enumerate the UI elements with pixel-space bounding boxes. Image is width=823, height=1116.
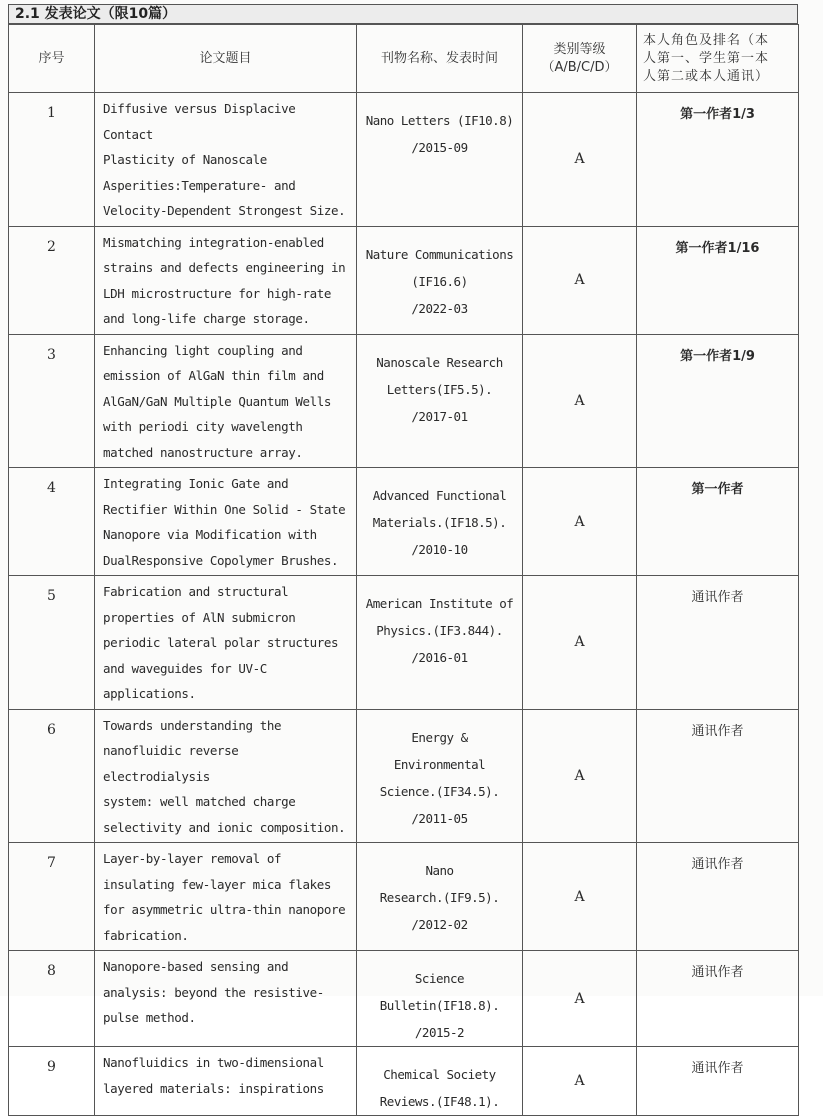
section-title: 2.1 发表论文（限10篇） bbox=[8, 4, 798, 24]
paper-title bbox=[95, 93, 357, 227]
header-role-line: 人第二或本人通讯） bbox=[643, 68, 770, 84]
paper-title-line: and waveguides for UV-C bbox=[103, 660, 267, 676]
journal-info bbox=[357, 334, 523, 468]
journal-line: Reviews.(IF48.1). bbox=[379, 1094, 500, 1109]
journal-line: American Institute of bbox=[365, 596, 514, 611]
table-row bbox=[9, 1047, 799, 1116]
header-journal: 刊物名称、发表时间 bbox=[357, 25, 523, 93]
grade-value: A bbox=[523, 576, 637, 710]
paper-title-line: properties of AlN submicron bbox=[103, 609, 296, 625]
journal-line: /2011-05 bbox=[411, 810, 468, 826]
author-role: 通讯作者 bbox=[637, 576, 799, 710]
journal-info bbox=[357, 1047, 523, 1116]
grade-value: A bbox=[523, 334, 637, 468]
paper-title-line: with periodi city wavelength bbox=[103, 419, 303, 434]
journal-info bbox=[357, 468, 523, 576]
journal-info bbox=[357, 951, 523, 1047]
author-role: 第一作者 bbox=[637, 468, 799, 576]
journal-line: Nano Letters (IF10.8) bbox=[365, 113, 514, 128]
journal-line: Nano bbox=[425, 863, 454, 878]
paper-title-line: pulse method. bbox=[103, 1010, 196, 1025]
author-role: 第一作者1/3 bbox=[637, 93, 799, 227]
author-role: 通讯作者 bbox=[637, 709, 799, 843]
grade-value: A bbox=[523, 709, 637, 843]
paper-title bbox=[95, 226, 357, 334]
paper-title-line: Diffusive versus Displacive Contact bbox=[103, 101, 296, 142]
author-role: 第一作者1/16 bbox=[637, 226, 799, 334]
journal-info bbox=[357, 93, 523, 227]
row-number: 8 bbox=[9, 951, 95, 1047]
table-row bbox=[9, 334, 799, 468]
journal-line: /2017-01 bbox=[411, 408, 468, 424]
paper-title bbox=[95, 951, 357, 1047]
paper-title-line: nanofluidic reverse electrodialysis bbox=[103, 743, 239, 784]
journal-line: /2010-10 bbox=[411, 542, 468, 557]
journal-line: /2015-09 bbox=[411, 140, 468, 155]
row-number: 3 bbox=[9, 334, 95, 468]
header-title: 论文题目 bbox=[95, 25, 357, 93]
journal-line: Nanoscale Research bbox=[376, 354, 503, 370]
journal-line: Science.(IF34.5). bbox=[379, 783, 500, 799]
grade-value: A bbox=[523, 93, 637, 227]
journal-info bbox=[357, 576, 523, 710]
journal-info bbox=[357, 843, 523, 951]
header-role-line: 本人角色及排名（本 bbox=[643, 32, 770, 48]
author-role: 通讯作者 bbox=[637, 951, 799, 1047]
journal-line: Materials.(IF18.5). bbox=[372, 515, 507, 530]
row-number: 4 bbox=[9, 468, 95, 576]
paper-title-line: applications. bbox=[103, 686, 196, 701]
paper-title-line: LDH microstructure for high-rate bbox=[103, 285, 332, 301]
journal-line: Nature Communications bbox=[365, 246, 514, 262]
paper-title-line: Asperities:Temperature- and bbox=[103, 177, 296, 193]
paper-title-line: layered materials: inspirations bbox=[103, 1080, 324, 1096]
table-row bbox=[9, 468, 799, 576]
journal-line: Environmental bbox=[393, 756, 486, 772]
journal-line: /2015-2 bbox=[414, 1025, 465, 1040]
journal-line: Physics.(IF3.844). bbox=[376, 623, 503, 638]
publications-table bbox=[8, 24, 799, 1116]
paper-title-line: fabrication. bbox=[103, 927, 189, 943]
header-grade-line: 类别等级 bbox=[553, 41, 606, 57]
paper-title-line: for asymmetric ultra-thin nanopore bbox=[103, 902, 346, 917]
journal-info bbox=[357, 226, 523, 334]
header-grade-line: （A/B/C/D） bbox=[541, 59, 618, 75]
paper-title-line: Plasticity of Nanoscale bbox=[103, 152, 267, 167]
table-row bbox=[9, 226, 799, 334]
table-row bbox=[9, 951, 799, 1047]
table-header-row bbox=[9, 25, 799, 93]
journal-line: Letters(IF5.5). bbox=[386, 381, 493, 397]
paper-title bbox=[95, 1047, 357, 1116]
row-number: 9 bbox=[9, 1047, 95, 1116]
paper-title-line: DualResponsive Copolymer Brushes. bbox=[103, 552, 339, 568]
row-number: 6 bbox=[9, 709, 95, 843]
table-row bbox=[9, 93, 799, 227]
journal-line: /2022-03 bbox=[411, 300, 468, 316]
paper-title-line: analysis: beyond the resistive- bbox=[103, 984, 324, 1000]
journal-line: Chemical Society bbox=[383, 1067, 496, 1082]
header-role-line: 人第一、学生第一本 bbox=[643, 50, 770, 66]
paper-title bbox=[95, 709, 357, 843]
paper-title-line: Layer-by-layer removal of bbox=[103, 851, 282, 866]
paper-title bbox=[95, 576, 357, 710]
row-number: 7 bbox=[9, 843, 95, 951]
paper-title-line: selectivity and ionic composition. bbox=[103, 819, 346, 835]
journal-line: Science bbox=[414, 971, 465, 986]
journal-line: Advanced Functional bbox=[372, 488, 507, 503]
paper-title-line: Nanopore via Modification with bbox=[103, 527, 317, 542]
paper-title-line: matched nanostructure array. bbox=[103, 444, 303, 460]
grade-value: A bbox=[523, 468, 637, 576]
paper-title-line: Nanopore-based sensing and bbox=[103, 959, 289, 974]
paper-title-line: Mismatching integration-enabled bbox=[103, 234, 324, 250]
paper-title-line: Velocity-Dependent Strongest Size. bbox=[103, 203, 346, 218]
grade-value: A bbox=[523, 843, 637, 951]
journal-line: /2012-02 bbox=[411, 917, 468, 932]
header-grade bbox=[523, 25, 637, 93]
paper-title-line: emission of AlGaN thin film and bbox=[103, 368, 324, 383]
paper-title bbox=[95, 334, 357, 468]
journal-info bbox=[357, 709, 523, 843]
paper-title-line: Enhancing light coupling and bbox=[103, 342, 303, 358]
paper-title-line: strains and defects engineering in bbox=[103, 260, 346, 275]
table-row bbox=[9, 709, 799, 843]
row-number: 1 bbox=[9, 93, 95, 227]
journal-line: Research.(IF9.5). bbox=[379, 890, 500, 905]
journal-line: Bulletin(IF18.8). bbox=[379, 998, 500, 1013]
table-row bbox=[9, 843, 799, 951]
journal-line: /2016-01 bbox=[411, 650, 468, 665]
paper-title-line: Integrating Ionic Gate and bbox=[103, 476, 289, 491]
author-role: 通讯作者 bbox=[637, 843, 799, 951]
paper-title bbox=[95, 468, 357, 576]
paper-title-line: AlGaN/GaN Multiple Quantum Wells bbox=[103, 393, 332, 409]
paper-title-line: periodic lateral polar structures bbox=[103, 635, 339, 650]
header-role bbox=[637, 25, 799, 93]
paper-title bbox=[95, 843, 357, 951]
author-role: 第一作者1/9 bbox=[637, 334, 799, 468]
paper-title-line: Nanofluidics in two-dimensional bbox=[103, 1055, 324, 1070]
paper-title-line: system: well matched charge bbox=[103, 794, 296, 809]
row-number: 5 bbox=[9, 576, 95, 710]
grade-value: A bbox=[523, 1047, 637, 1116]
paper-title-line: Rectifier Within One Solid - State bbox=[103, 501, 346, 517]
paper-title-line: insulating few-layer mica flakes bbox=[103, 876, 332, 892]
table-row bbox=[9, 576, 799, 710]
header-no: 序号 bbox=[9, 25, 95, 93]
journal-line: (IF16.6) bbox=[411, 273, 468, 289]
journal-line: Energy & bbox=[411, 729, 468, 745]
paper-title-line: and long-life charge storage. bbox=[103, 311, 310, 326]
paper-title-line: Fabrication and structural bbox=[103, 584, 289, 599]
paper-title-line: Towards understanding the bbox=[103, 717, 282, 733]
author-role: 通讯作者 bbox=[637, 1047, 799, 1116]
grade-value: A bbox=[523, 226, 637, 334]
grade-value: A bbox=[523, 951, 637, 1047]
row-number: 2 bbox=[9, 226, 95, 334]
